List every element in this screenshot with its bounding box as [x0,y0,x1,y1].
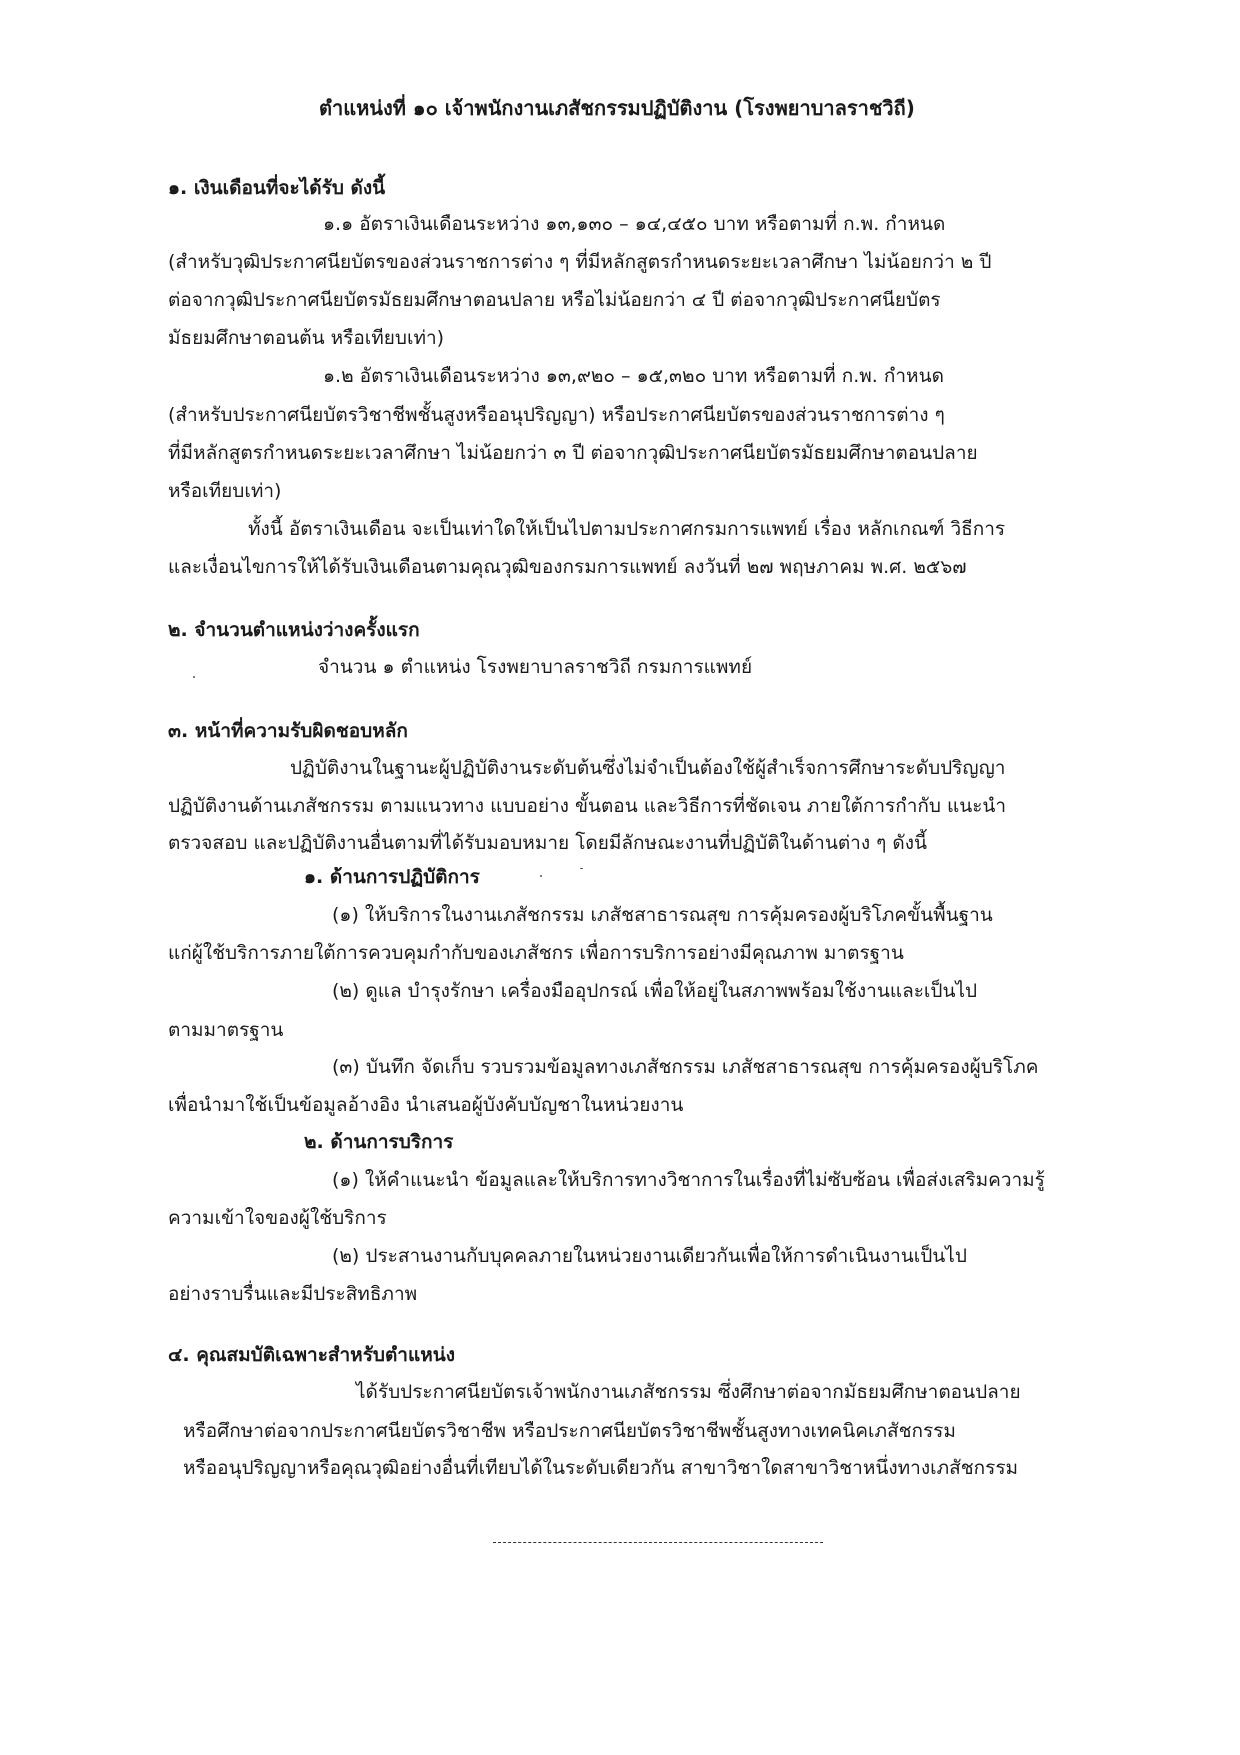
services-item-1-line-2: ความเข้าใจของผู้ใช้บริการ [168,1207,387,1229]
scan-speck [193,676,195,678]
duties-intro-line-3: ตรวจสอบ และปฏิบัติงานอื่นตามที่ได้รับมอบหมาย โดยมีลักษณะงานที่ปฏิบัติในด้านต่าง ๆ ดังนี้ [168,832,928,854]
operations-item-3-line-2: เพื่อนำมาใช้เป็นข้อมูลอ้างอิง นำเสนอผู้บังคับบัญชาในหน่วยงาน [168,1094,684,1116]
duties-intro-line-2: ปฏิบัติงานด้านเภสัชกรรม ตามแนวทาง แบบอย่าง ขั้นตอน และวิธีการที่ชัดเจน ภายใต้การกำกับ แนะนำ [168,795,1007,817]
section-1-heading: ๑. เงินเดือนที่จะได้รับ ดังนี้ [168,177,386,199]
operations-item-3-line-1: (๓) บันทึก จัดเก็บ รวบรวมข้อมูลทางเภสัชกรรม เภสัชสาธารณสุข การคุ้มครองผู้บริโภค [332,1056,1039,1078]
section-2-heading: ๒. จำนวนตำแหน่งว่างครั้งแรก [168,619,420,641]
operations-item-2-line-1: (๒) ดูแล บำรุงรักษา เครื่องมืออุปกรณ์ เพื่อให้อยู่ในสภาพพร้อมใช้งานและเป็นไป [332,980,978,1002]
operations-item-1-line-2: แก่ผู้ใช้บริการภายใต้การควบคุมกำกับของเภสัชกร เพื่อการบริการอย่างมีคุณภาพ มาตรฐาน [168,942,904,964]
salary-1-2-line-2: (สำหรับประกาศนียบัตรวิชาชีพชั้นสูงหรืออนุปริญญา) หรือประกาศนียบัตรของส่วนราชการต่าง ๆ [168,404,945,426]
services-heading: ๒. ด้านการบริการ [304,1131,454,1153]
operations-item-1-line-1: (๑) ให้บริการในงานเภสัชกรรม เภสัชสาธารณสุข การคุ้มครองผู้บริโภคขั้นพื้นฐาน [332,904,993,926]
scan-speck [580,868,583,869]
salary-1-2-line-1: ๑.๒ อัตราเงินเดือนระหว่าง ๑๓,๙๒๐ – ๑๕,๓๒๐ บาท หรือตามที่ ก.พ. กำหนด [323,365,944,387]
salary-1-2-line-4: หรือเทียบเท่า) [168,480,282,502]
scan-speck [540,875,542,877]
services-item-2-line-2: อย่างราบรื่นและมีประสิทธิภาพ [168,1283,418,1305]
vacancy-count: จำนวน ๑ ตำแหน่ง โรงพยาบาลราชวิถี กรมการแพทย์ [318,656,753,678]
salary-1-2-line-3: ที่มีหลักสูตรกำหนดระยะเวลาศึกษา ไม่น้อยกว่า ๓ ปี ต่อจากวุฒิประกาศนียบัตรมัธยมศึกษาตอนปลาย [168,442,978,464]
section-4-heading: ๔. คุณสมบัติเฉพาะสำหรับตำแหน่ง [168,1344,456,1366]
qualifications-line-3: หรืออนุปริญญาหรือคุณวุฒิอย่างอื่นที่เทียบได้ในระดับเดียวกัน สาขาวิชาใดสาขาวิชาหนึ่งทางเภสัชกรรม [183,1457,1019,1479]
section-3-heading: ๓. หน้าที่ความรับผิดชอบหลัก [168,720,408,742]
page-title: ตำแหน่งที่ ๑๐ เจ้าพนักงานเภสัชกรรมปฏิบัติงาน (โรงพยาบาลราชวิถี) [319,96,915,120]
duties-intro-line-1: ปฏิบัติงานในฐานะผู้ปฏิบัติงานระดับต้นซึ่งไม่จำเป็นต้องใช้ผู้สำเร็จการศึกษาระดับปริญญา [290,757,1006,779]
operations-item-2-line-2: ตามมาตรฐาน [168,1019,284,1041]
qualifications-line-2: หรือศึกษาต่อจากประกาศนียบัตรวิชาชีพ หรือประกาศนียบัตรวิชาชีพชั้นสูงทางเทคนิคเภสัชกรรม [183,1420,956,1442]
qualifications-line-1: ได้รับประกาศนียบัตรเจ้าพนักงานเภสัชกรรม ซึ่งศึกษาต่อจากมัธยมศึกษาตอนปลาย [356,1381,1021,1403]
salary-1-1-line-1: ๑.๑ อัตราเงินเดือนระหว่าง ๑๓,๑๓๐ – ๑๔,๔๕๐ บาท หรือตามที่ ก.พ. กำหนด [323,213,946,235]
salary-1-1-line-4: มัธยมศึกษาตอนต้น หรือเทียบเท่า) [168,327,445,349]
salary-1-1-line-2: (สำหรับวุฒิประกาศนียบัตรของส่วนราชการต่าง ๆ ที่มีหลักสูตรกำหนดระยะเวลาศึกษา ไม่น้อยกว่า ๒ ปี [168,251,992,273]
salary-note-line-2: และเงื่อนไขการให้ได้รับเงินเดือนตามคุณวุฒิของกรมการแพทย์ ลงวันที่ ๒๗ พฤษภาคม พ.ศ. ๒๕๖๗ [168,556,967,578]
operations-heading: ๑. ด้านการปฏิบัติการ [304,866,480,888]
services-item-1-line-1: (๑) ให้คำแนะนำ ข้อมูลและให้บริการทางวิชาการในเรื่องที่ไม่ซับซ้อน เพื่อส่งเสริมความรู้ [332,1169,1045,1191]
salary-note-line-1: ทั้งนี้ อัตราเงินเดือน จะเป็นเท่าใดให้เป็นไปตามประกาศกรมการแพทย์ เรื่อง หลักเกณฑ์ วิธีการ [248,518,1006,540]
salary-1-1-line-3: ต่อจากวุฒิประกาศนียบัตรมัธยมศึกษาตอนปลาย หรือไม่น้อยกว่า ๔ ปี ต่อจากวุฒิประกาศนียบัตร [168,289,941,311]
services-item-2-line-1: (๒) ประสานงานกับบุคคลภายในหน่วยงานเดียวกันเพื่อให้การดำเนินงานเป็นไป [332,1245,967,1267]
end-divider [493,1542,823,1543]
